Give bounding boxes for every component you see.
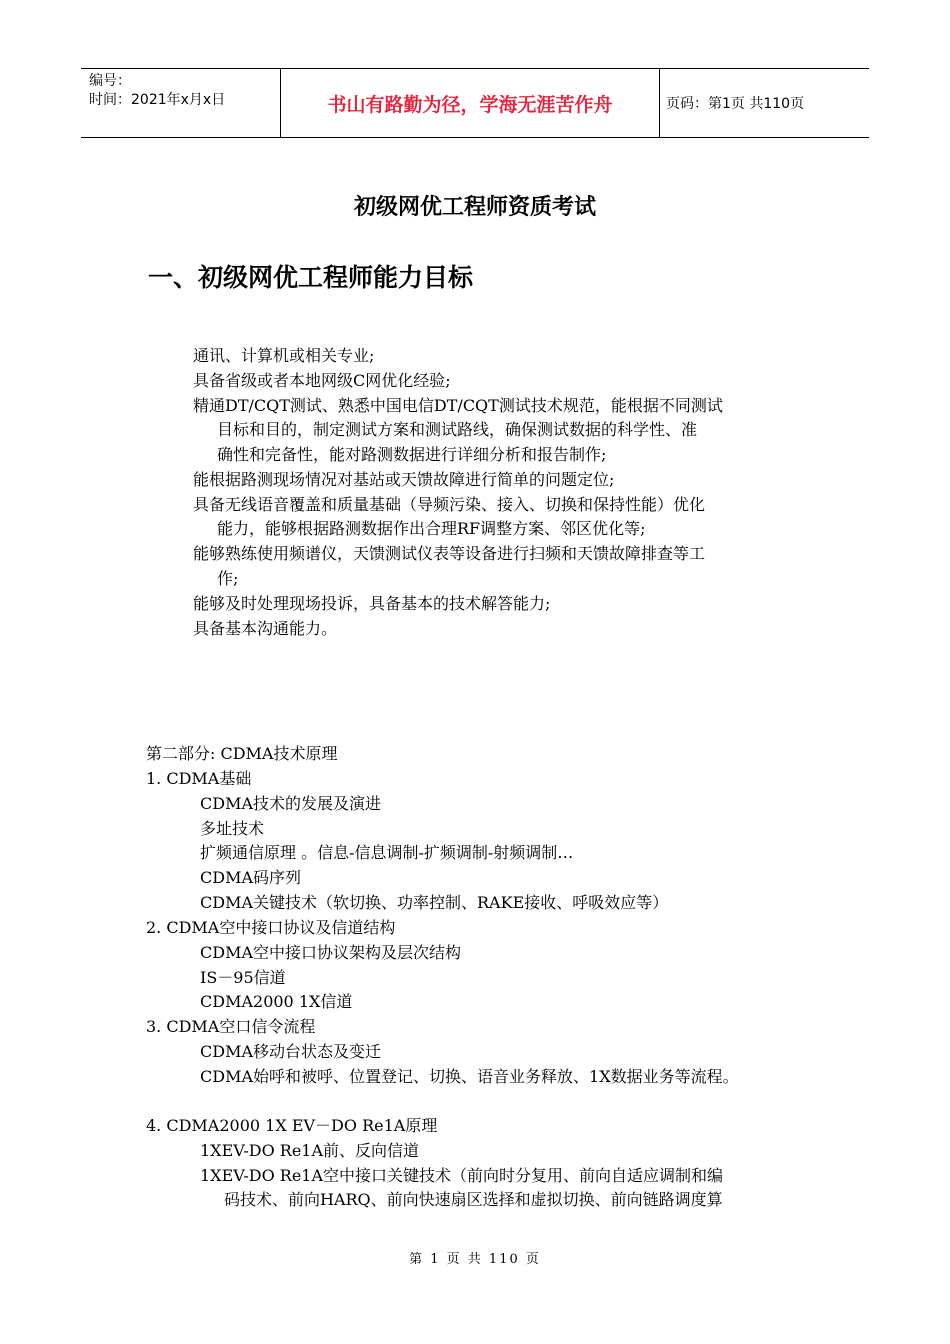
time-label: 时间：2021年x月x日 <box>89 92 226 108</box>
body-line: 精通DT/CQT测试、熟悉中国电信DT/CQT测试技术规范，能根据不同测试 <box>193 396 723 415</box>
outline-item: CDMA关键技术（软切换、功率控制、RAKE接收、呼吸效应等） <box>200 893 669 912</box>
outline-heading: 3. CDMA空口信令流程 <box>146 1017 316 1036</box>
motto: 书山有路勤为径，学海无涯苦作舟 <box>281 69 660 137</box>
body-line: 具备无线语音覆盖和质量基础（导频污染、接入、切换和保持性能）优化 <box>193 495 706 514</box>
outline-item: 1XEV-DO Re1A空中接口关键技术（前向时分复用、前向自适应调制和编 <box>200 1166 724 1185</box>
outline-item: CDMA移动台状态及变迁 <box>200 1042 382 1061</box>
outline-heading: 4. CDMA2000 1X EV－DO Re1A原理 <box>146 1116 438 1135</box>
page-footer: 第 1 页 共 110 页 <box>409 1252 541 1267</box>
outline-heading: 1. CDMA基础 <box>146 769 252 788</box>
document-title: 初级网优工程师资质考试 <box>353 194 596 220</box>
section-heading: 一、初级网优工程师能力目标 <box>148 263 474 292</box>
body-line: 确性和完备性，能对路测数据进行详细分析和报告制作; <box>217 445 607 464</box>
outline-item: CDMA技术的发展及演进 <box>200 794 382 813</box>
body-line: 能够熟练使用频谱仪，天馈测试仪表等设备进行扫频和天馈故障排查等工 <box>193 544 706 563</box>
body-line: 能够及时处理现场投诉，具备基本的技术解答能力; <box>193 594 551 613</box>
outline-item: CDMA始呼和被呼、位置登记、切换、语音业务释放、1X数据业务等流程。 <box>200 1067 739 1086</box>
outline-item: 多址技术 <box>200 819 265 838</box>
header-left-cell <box>81 69 281 137</box>
outline-item: 码技术、前向HARQ、前向快速扇区选择和虚拟切换、前向链路调度算 <box>224 1190 723 1209</box>
outline-item: CDMA2000 1X信道 <box>200 992 353 1011</box>
outline-item: 扩频通信原理 。信息-信息调制-扩频调制-射频调制… <box>200 843 574 862</box>
body-line: 目标和目的，制定测试方案和测试路线，确保测试数据的科学性、准 <box>217 420 698 439</box>
outline-item: IS－95信道 <box>200 968 286 987</box>
body-line: 具备基本沟通能力。 <box>193 619 338 638</box>
header-table <box>81 68 869 138</box>
outline-item: CDMA码序列 <box>200 868 302 887</box>
page-info: 页码：第1页 共110页 <box>666 96 805 112</box>
part-heading: 第二部分: CDMA技术原理 <box>146 744 338 763</box>
body-line: 具备省级或者本地网级C网优化经验; <box>193 371 451 390</box>
outline-item: CDMA空中接口协议架构及层次结构 <box>200 943 462 962</box>
outline-item: 1XEV-DO Re1A前、反向信道 <box>200 1141 420 1160</box>
body-line: 能根据路测现场情况对基站或天馈故障进行简单的问题定位; <box>193 470 615 489</box>
body-line: 能力，能够根据路测数据作出合理RF调整方案、邻区优化等; <box>217 519 646 538</box>
number-label: 编号： <box>89 73 131 89</box>
body-line: 作; <box>217 569 239 588</box>
body-line: 通讯、计算机或相关专业; <box>193 346 375 365</box>
outline-heading: 2. CDMA空中接口协议及信道结构 <box>146 918 396 937</box>
